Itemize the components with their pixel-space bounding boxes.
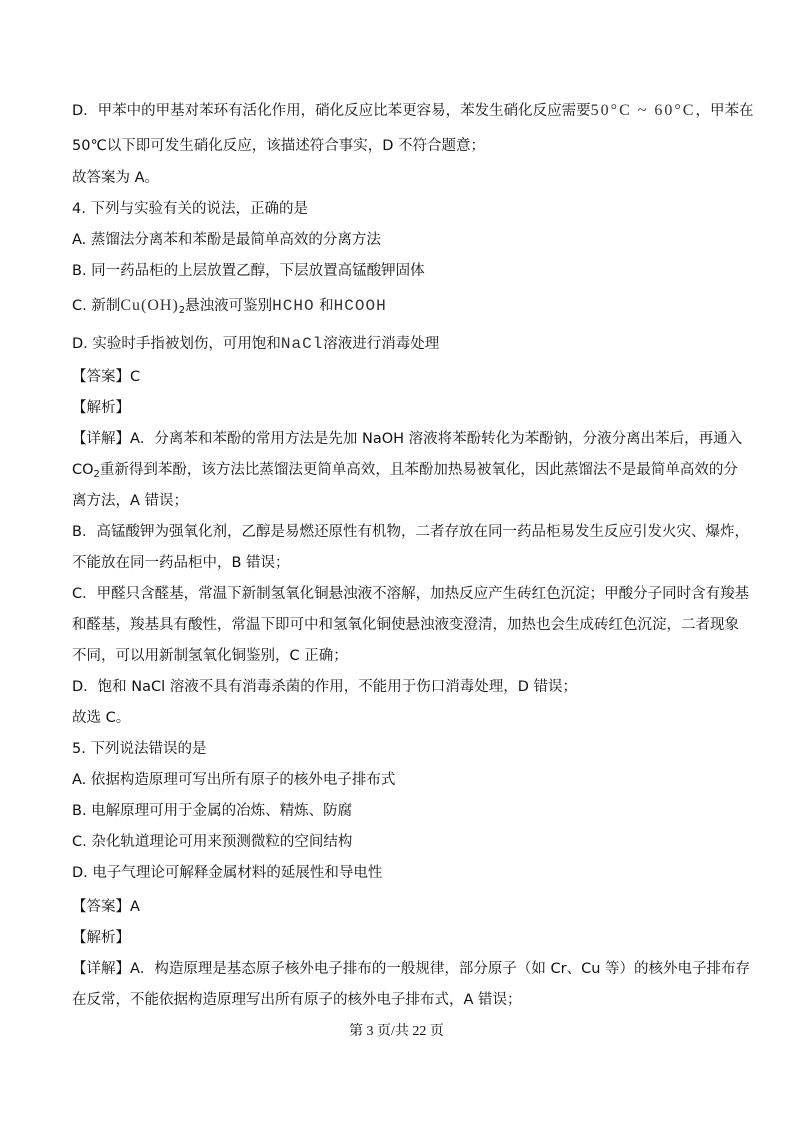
option-b: B. 同一药品柜的上层放置乙醇，下层放置高锰酸钾固体 <box>72 263 425 279</box>
formula: 50°C ~ 60°C <box>590 102 696 119</box>
text-line: 【详解】A．构造原理是基态原子核外电子排布的一般规律，部分原子（如 Cr、Cu 等）的核外电子排布存 <box>72 961 751 977</box>
answer-label: 【答案】A <box>72 899 140 915</box>
text-line: 离方法，A 错误； <box>72 493 189 509</box>
text-line: 【详解】A．分离苯和苯酚的常用方法是先加 NaOH 溶液将苯酚转化为苯酚钠，分液分离出苯后，再通入 <box>72 431 743 447</box>
question-title: 4. 下列与实验有关的说法，正确的是 <box>72 201 308 217</box>
text-line: D．甲苯中的甲基对苯环有活化作用，硝化反应比苯更容易，苯发生硝化反应需要50°C ~ 60°C，甲苯在 <box>72 102 754 119</box>
text-line: 不同，可以用新制氢氧化铜鉴别，C 正确； <box>72 648 348 664</box>
text-line: D．饱和 NaCl 溶液不具有消毒杀菌的作用，不能用于伤口消毒处理，D 错误； <box>72 679 578 695</box>
formula: Cu(OH) <box>120 297 179 314</box>
text-line: $CO_2$重新得到苯酚，该方法比蒸馏法更简单高效，且苯酚加热易被氧化，因此蒸馏法不是最简单高效的分 <box>72 462 738 480</box>
option-b: B. 电解原理可用于金属的冶炼、精炼、防腐 <box>72 803 353 819</box>
option-c: C. 杂化轨道理论可用来预测微粒的空间结构 <box>72 834 353 850</box>
text-line: B．高锰酸钾为强氧化剂，乙醇是易燃还原性有机物，二者存放在同一药品柜易发生反应引发火灾、爆炸， <box>72 524 749 540</box>
analysis-label: 【解析】 <box>72 400 130 416</box>
text-line: 在反常，不能依据构造原理写出所有原子的核外电子排布式，A 错误； <box>72 992 522 1008</box>
text-line: 不能放在同一药品柜中，B 错误； <box>72 555 290 571</box>
text-line: 故选 C。 <box>72 710 131 726</box>
option-c: C. 新制$Cu(OH)_2$悬浊液可鉴别HCHO 和HCOOH <box>72 297 387 316</box>
text-line: 故答案为 A。 <box>72 170 160 186</box>
text-line: 50℃以下即可发生硝化反应，该描述符合事实，D 不符合题意； <box>72 138 486 154</box>
text-line: C．甲醛只含醛基，常温下新制氢氧化铜悬浊液不溶解，加热反应产生砖红色沉淀；甲酸分子同时含有羧基 <box>72 586 750 602</box>
option-d: D. 实验时手指被划伤，可用饱和NaCl溶液进行消毒处理 <box>72 335 440 353</box>
page-number: 第 3 页/共 22 页 <box>349 1024 444 1039</box>
question-title: 5. 下列说法错误的是 <box>72 741 207 757</box>
analysis-label: 【解析】 <box>72 930 130 946</box>
option-a: A. 依据构造原理可写出所有原子的核外电子排布式 <box>72 772 396 788</box>
option-a: A. 蒸馏法分离苯和苯酚是最简单高效的分离方法 <box>72 232 381 248</box>
option-d: D. 电子气理论可解释金属材料的延展性和导电性 <box>72 865 383 881</box>
answer-label: 【答案】C <box>72 369 141 385</box>
formula: HCOOH <box>333 297 387 315</box>
formula: NaCl <box>280 335 324 353</box>
formula: HCHO <box>272 297 315 315</box>
text-line: 和醛基，羧基具有酸性，常温下即可中和氢氧化铜使悬浊液变澄清，加热也会生成砖红色沉淀，二者现象 <box>72 617 739 633</box>
